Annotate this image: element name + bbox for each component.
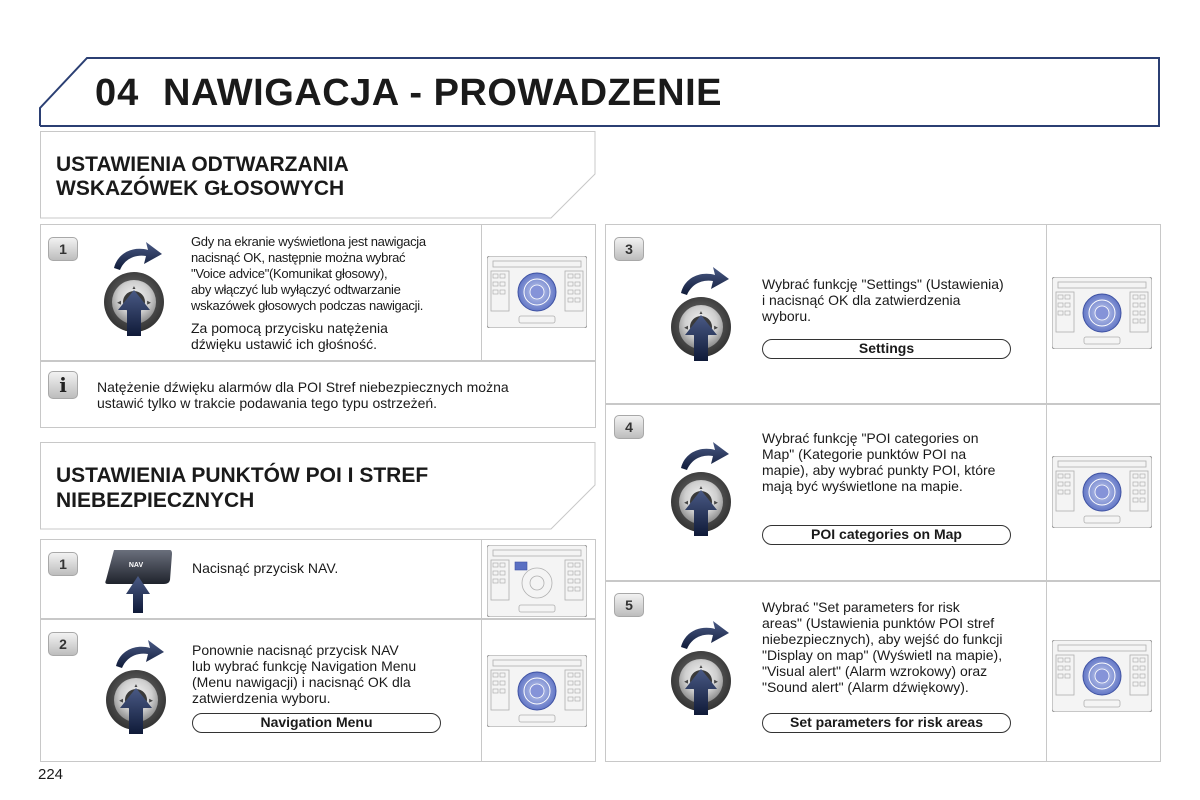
text-line: Ponownie nacisnąć przycisk NAV: [192, 642, 399, 658]
page-title: NAWIGACJA - PROWADZENIE: [163, 72, 722, 114]
step-text-poi-1: Nacisnąć przycisk NAV.: [192, 560, 339, 576]
chapter-number: 04: [95, 72, 140, 114]
text-line: i nacisnąć OK dla zatwierdzenia: [762, 292, 961, 308]
step-badge-1: 1: [48, 552, 78, 576]
step-badge-2: 2: [48, 632, 78, 656]
info-icon: i: [48, 371, 78, 399]
text-line: ustawić tylko w trakcie podawania tego typu ostrzeżeń.: [97, 395, 438, 411]
step-badge-5: 5: [614, 593, 644, 617]
navigation-menu-option: Navigation Menu: [192, 713, 441, 733]
nav-button-icon: [104, 546, 176, 614]
text-line: lub wybrać funkcję Navigation Menu: [192, 658, 417, 674]
section-title-voice-line1: USTAWIENIA ODTWARZANIA: [56, 153, 349, 176]
divider: [481, 619, 482, 762]
section-title-poi-line1: USTAWIENIA PUNKTÓW POI I STREF: [56, 464, 429, 487]
text-line: areas" (Ustawienia punktów POI stref: [762, 615, 995, 631]
text-line: Wybrać funkcję "Settings" (Ustawienia): [762, 276, 1004, 292]
section-title-voice-line2: WSKAZÓWEK GŁOSOWYCH: [56, 177, 345, 200]
text-line: "Visual alert" (Alarm wzrokowy) oraz: [762, 663, 988, 679]
control-panel-icon: [487, 655, 587, 727]
text-line: zatwierdzenia wyboru.: [192, 690, 331, 706]
text-line: dźwięku ustawić ich głośność.: [191, 336, 377, 352]
divider: [481, 539, 482, 619]
step-text-voice-1: [191, 234, 481, 314]
risk-areas-option: Set parameters for risk areas: [762, 713, 1011, 733]
text-line: Gdy na ekranie wyświetlona jest nawigacja: [191, 234, 426, 249]
control-panel-icon: [1052, 277, 1152, 349]
text-line: (Menu nawigacji) i nacisnąć OK dla: [192, 674, 411, 690]
page-number: 224: [38, 766, 64, 783]
poi-categories-option: POI categories on Map: [762, 525, 1011, 545]
info-text: [97, 379, 592, 411]
ok-knob-icon: [667, 438, 737, 542]
control-panel-icon: [487, 256, 587, 328]
step-badge-3: 3: [614, 237, 644, 261]
text-line: mapie), aby wybrać punkty POI, które: [762, 462, 996, 478]
text-line: wyboru.: [762, 308, 812, 324]
text-line: Za pomocą przycisku natężenia: [191, 320, 388, 336]
text-line: "Sound alert" (Alarm dźwiękowy).: [762, 679, 969, 695]
step-text-poi-2: [192, 642, 477, 706]
text-line: wskazówek głosowych podczas nawigacji.: [191, 298, 424, 313]
text-line: Wybrać "Set parameters for risk: [762, 599, 960, 615]
step-text-5: [762, 599, 1047, 695]
text-line: mają być wyświetlone na mapie.: [762, 478, 963, 494]
step-badge-1: 1: [48, 237, 78, 261]
ok-knob-icon: [100, 238, 170, 342]
text-line: "Display on map" (Wyświetl na mapie),: [762, 647, 1003, 663]
control-panel-icon: [487, 545, 587, 617]
step-badge-4: 4: [614, 415, 644, 439]
text-line: nacisnąć OK, następnie można wybrać: [191, 250, 406, 265]
settings-option: Settings: [762, 339, 1011, 359]
step-text-voice-1b: [191, 320, 481, 352]
divider: [481, 224, 482, 361]
control-panel-icon: [1052, 640, 1152, 712]
control-panel-icon: [1052, 456, 1152, 528]
section-title-poi-line2: NIEBEZPIECZNYCH: [56, 489, 255, 512]
text-line: "Voice advice"(Komunikat głosowy),: [191, 266, 388, 281]
step-text-3: [762, 276, 1042, 324]
text-line: niebezpiecznych), aby wejść do funkcji: [762, 631, 1003, 647]
text-line: Map" (Kategorie punktów POI na: [762, 446, 967, 462]
nav-button-label: NAV: [128, 562, 144, 569]
ok-knob-icon: [667, 617, 737, 721]
ok-knob-icon: [667, 263, 737, 367]
step-text-4: [762, 430, 1042, 494]
ok-knob-icon: [102, 636, 172, 740]
text-line: aby włączyć lub wyłączyć odtwarzanie: [191, 282, 401, 297]
text-line: Natężenie dźwięku alarmów dla POI Stref niebezpiecznych można: [97, 379, 509, 395]
text-line: Wybrać funkcję "POI categories on: [762, 430, 979, 446]
